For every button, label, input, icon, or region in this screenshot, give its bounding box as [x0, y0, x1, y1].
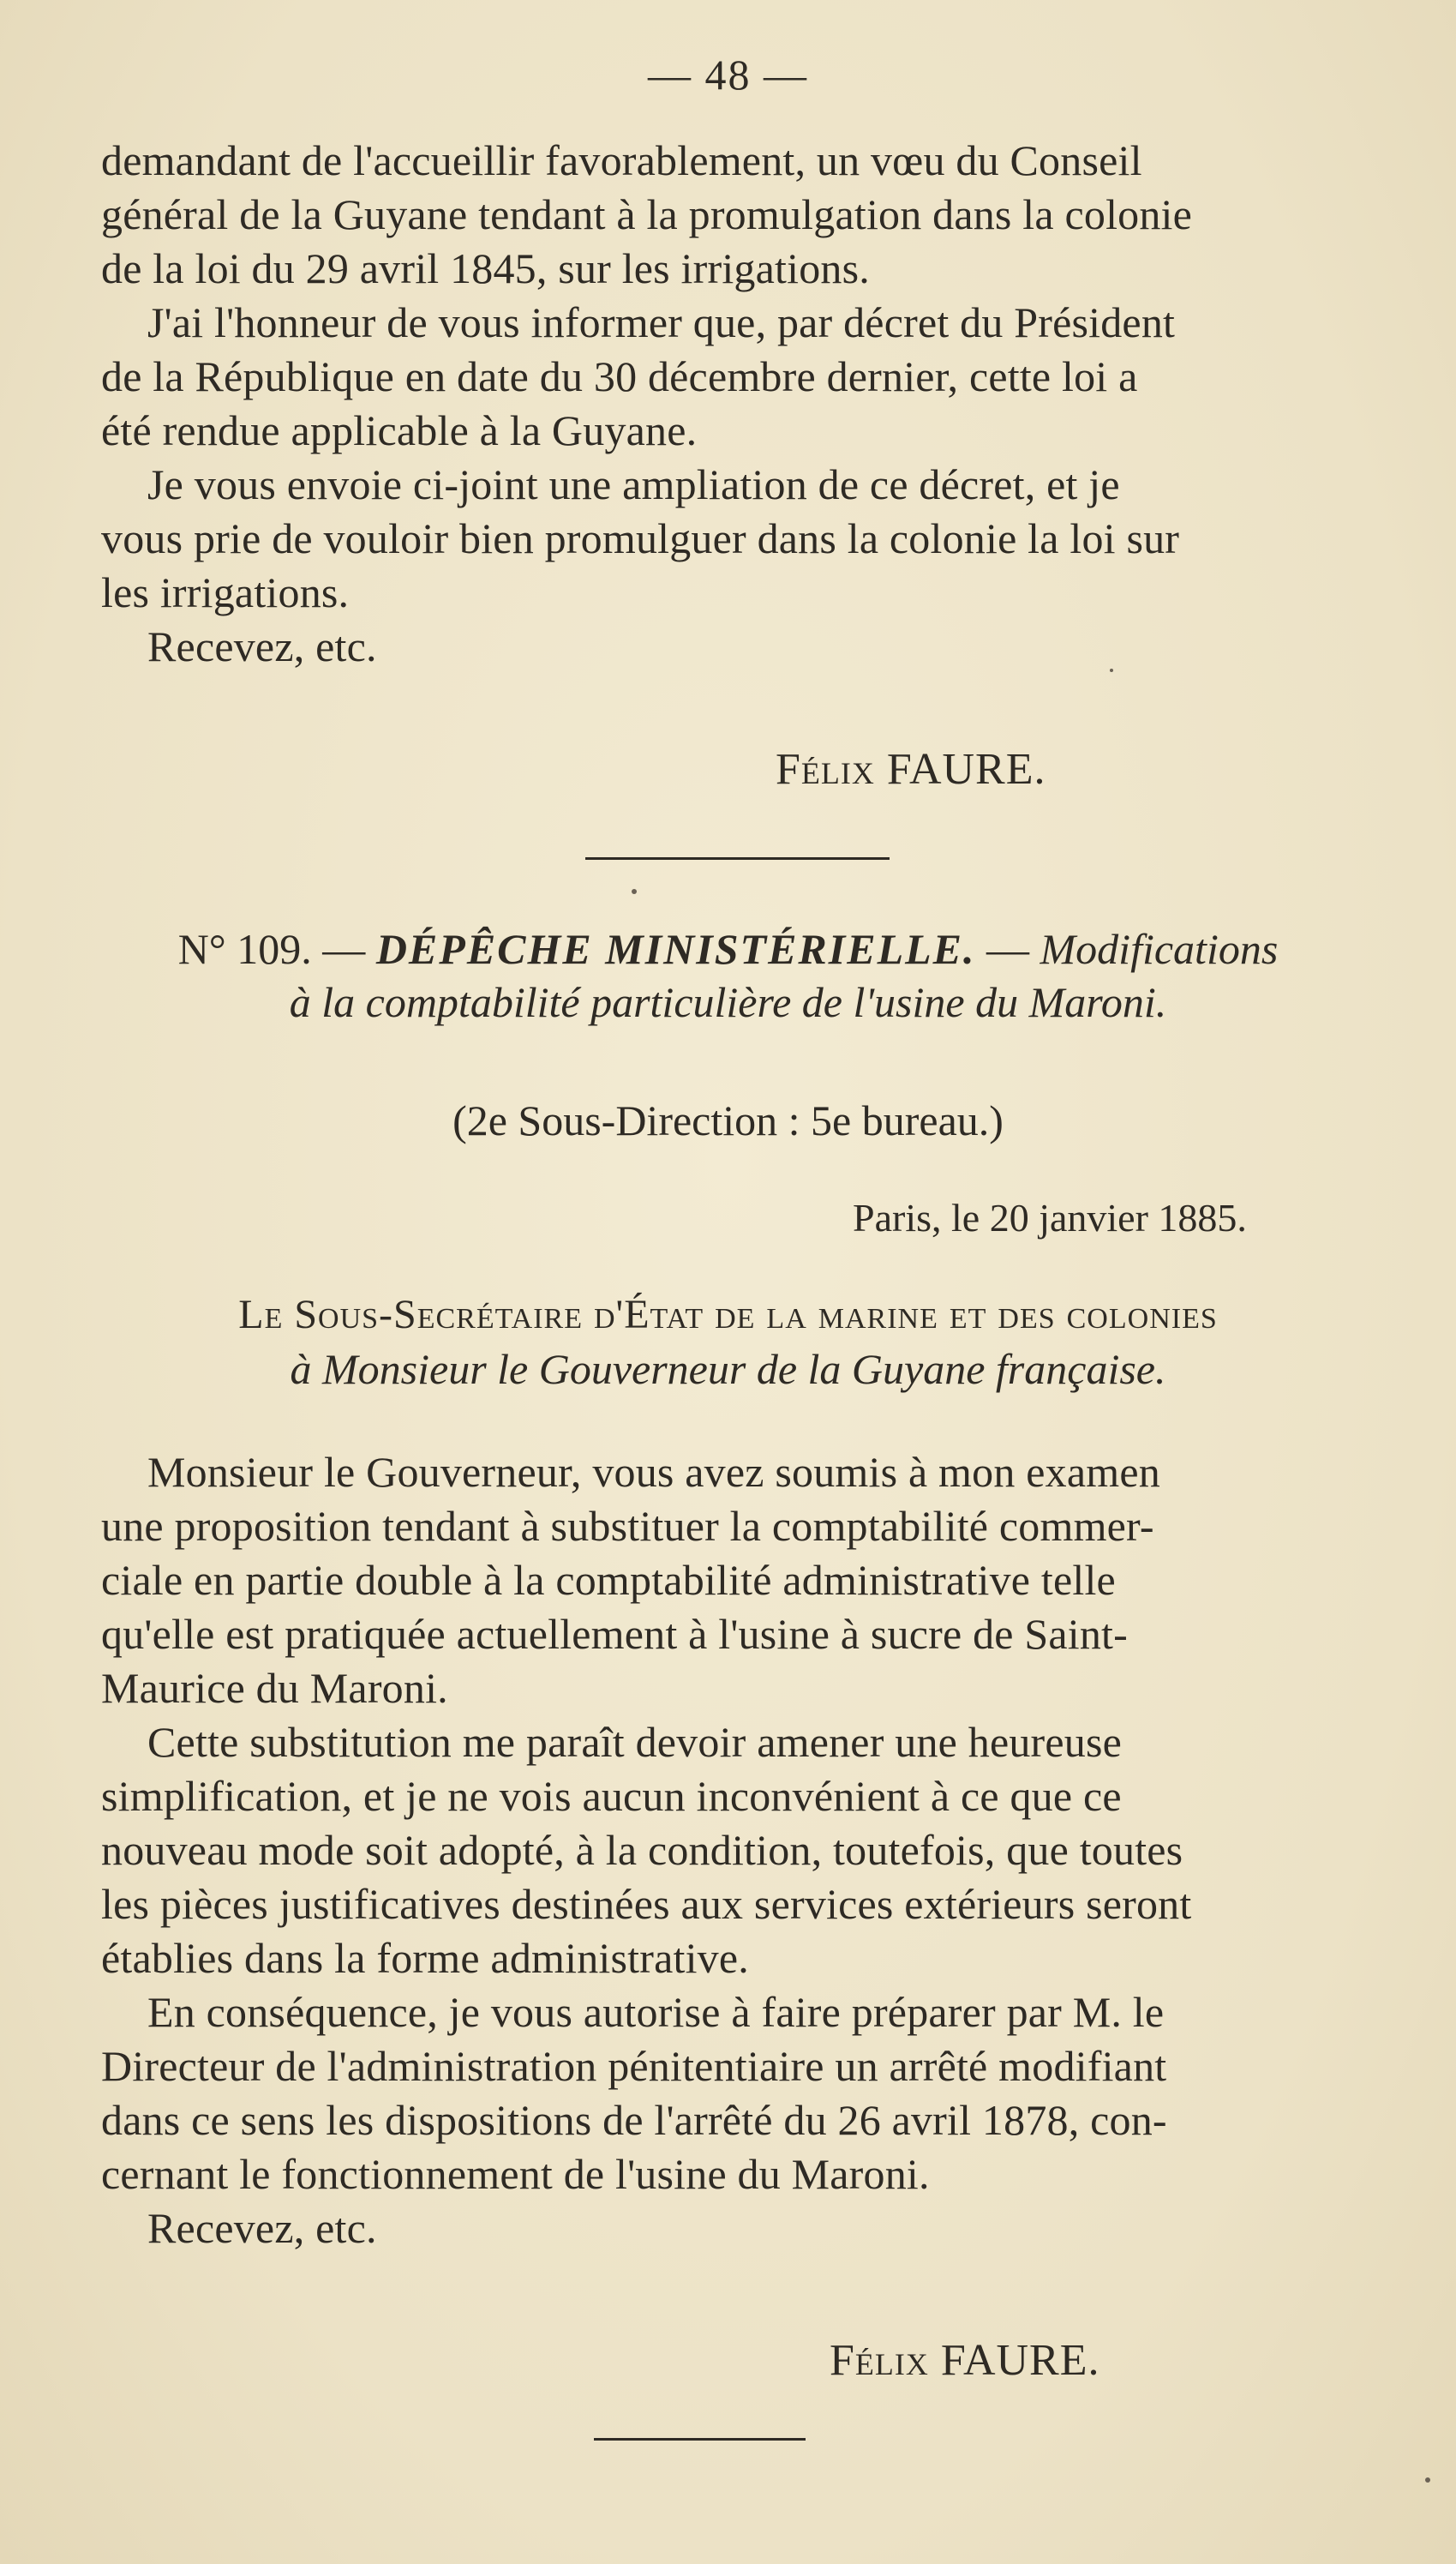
closing-line: Recevez, etc. — [147, 2204, 377, 2252]
text-line: dans ce sens les dispositions de l'arrêté du 26 avril 1878, con- — [101, 2096, 1167, 2144]
text-line: général de la Guyane tendant à la promulgation dans la colonie — [101, 190, 1193, 238]
dispatch-subject-start: Modifications — [1040, 925, 1279, 973]
section-divider — [585, 857, 890, 860]
ink-speck — [1425, 2477, 1430, 2483]
ink-speck — [632, 889, 637, 894]
text-line: Directeur de l'administration pénitentiaire un arrêté modifiant — [101, 2042, 1167, 2090]
previous-letter-ending — [101, 134, 1387, 674]
text-line: Maurice du Maroni. — [101, 1664, 448, 1712]
direction-line: (2e Sous-Direction : 5e bureau.) — [452, 1096, 1004, 1144]
text-line: les pièces justificatives destinées aux services extérieurs seront — [101, 1880, 1192, 1928]
bottom-divider — [594, 2438, 806, 2441]
heading-dash: — — [986, 925, 1030, 973]
dispatch-subject-end: à la comptabilité particulière de l'usine du Maroni. — [289, 978, 1167, 1026]
text-line: de la loi du 29 avril 1845, sur les irrigations. — [101, 244, 870, 292]
text-line: été rendue applicable à la Guyane. — [101, 406, 698, 454]
text-line: de la République en date du 30 décembre dernier, cette loi a — [101, 352, 1138, 400]
recipient-line: à Monsieur le Gouverneur de la Guyane française. — [290, 1345, 1166, 1393]
dispatch-number: N° 109. — — [177, 925, 366, 973]
text-line: les irrigations. — [101, 568, 350, 616]
text-line: nouveau mode soit adopté, à la condition, toutefois, que toutes — [101, 1826, 1183, 1874]
text-line: En conséquence, je vous autorise à faire préparer par M. le — [147, 1988, 1165, 2036]
page-number: — 48 — — [648, 51, 808, 99]
signature: Félix FAURE. — [830, 2336, 1100, 2385]
dispatch-title: DÉPÊCHE MINISTÉRIELLE. — [375, 925, 976, 973]
text-line: une proposition tendant à substituer la comptabilité commer- — [101, 1502, 1154, 1550]
ink-speck — [1110, 669, 1113, 672]
text-line: cernant le fonctionnement de l'usine du Maroni. — [101, 2150, 930, 2198]
dispatch-heading — [0, 922, 1456, 1029]
text-line: demandant de l'accueillir favorablement, un vœu du Conseil — [101, 136, 1142, 184]
text-line: Cette substitution me paraît devoir amener une heureuse — [147, 1718, 1123, 1766]
closing-line: Recevez, etc. — [147, 622, 377, 670]
text-line: Monsieur le Gouverneur, vous avez soumis à mon examen — [147, 1448, 1160, 1496]
text-line: J'ai l'honneur de vous informer que, par décret du Président — [147, 298, 1176, 346]
signature: Félix FAURE. — [776, 745, 1046, 794]
text-line: établies dans la forme administrative. — [101, 1934, 749, 1982]
text-line: ciale en partie double à la comptabilité administrative telle — [101, 1556, 1116, 1604]
sender-line: Le Sous-Secrétaire d'État de la marine et des colonies — [238, 1292, 1218, 1337]
dispatch-body — [101, 1445, 1387, 2255]
text-line: qu'elle est pratiquée actuellement à l'usine à sucre de Saint- — [101, 1610, 1128, 1658]
text-line: Je vous envoie ci-joint une ampliation de ce décret, et je — [147, 460, 1120, 508]
text-line: simplification, et je ne vois aucun inconvénient à ce que ce — [101, 1772, 1122, 1820]
text-line: vous prie de vouloir bien promulguer dans la colonie la loi sur — [101, 514, 1180, 562]
place-date: Paris, le 20 janvier 1885. — [853, 1196, 1247, 1240]
